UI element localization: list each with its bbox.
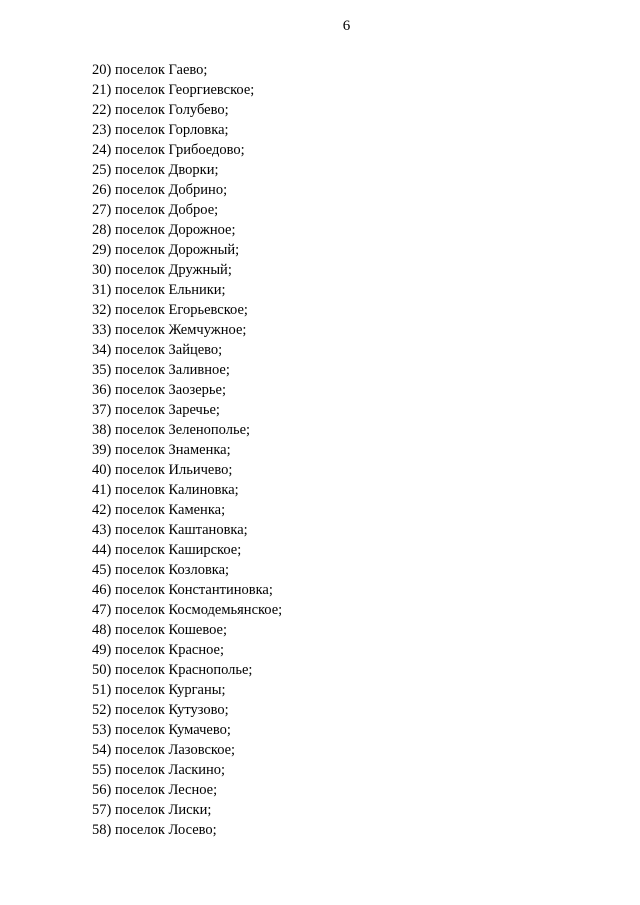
list-item: 37) поселок Заречье; [92,402,220,418]
list-item: 58) поселок Лосево; [92,822,217,838]
list-item: 56) поселок Лесное; [92,782,218,798]
list-item: 21) поселок Георгиевское; [92,82,255,98]
list-item: 45) поселок Козловка; [92,562,230,578]
list-item: 42) поселок Каменка; [92,502,226,518]
page-number: 6 [342,18,351,34]
list-item: 29) поселок Дорожный; [92,242,240,258]
settlement-list [92,60,282,840]
list-item: 38) поселок Зеленополье; [92,422,251,438]
list-item: 55) поселок Ласкино; [92,762,226,778]
list-item: 32) поселок Егорьевское; [92,302,248,318]
list-item: 48) поселок Кошевое; [92,622,227,638]
list-item: 51) поселок Курганы; [92,682,226,698]
list-item: 30) поселок Дружный; [92,262,232,278]
list-item: 52) поселок Кутузово; [92,702,229,718]
list-item: 25) поселок Дворки; [92,162,219,178]
list-item: 57) поселок Лиски; [92,802,212,818]
list-item: 20) поселок Гаево; [92,62,208,78]
list-item: 27) поселок Доброе; [92,202,219,218]
list-item: 36) поселок Заозерье; [92,382,226,398]
list-item: 23) поселок Горловка; [92,122,229,138]
list-item: 31) поселок Ельники; [92,282,226,298]
list-item: 44) поселок Каширское; [92,542,242,558]
list-item: 24) поселок Грибоедово; [92,142,245,158]
list-item: 40) поселок Ильичево; [92,462,233,478]
list-item: 26) поселок Добрино; [92,182,228,198]
list-item: 33) поселок Жемчужное; [92,322,247,338]
list-item: 46) поселок Константиновка; [92,582,273,598]
list-item: 39) поселок Знаменка; [92,442,231,458]
list-item: 49) поселок Красное; [92,642,224,658]
list-item: 54) поселок Лазовское; [92,742,236,758]
list-item: 34) поселок Зайцево; [92,342,223,358]
list-item: 47) поселок Космодемьянское; [92,602,283,618]
list-item: 22) поселок Голубево; [92,102,229,118]
list-item: 53) поселок Кумачево; [92,722,231,738]
list-item: 43) поселок Каштановка; [92,522,248,538]
list-item: 50) поселок Краснополье; [92,662,253,678]
list-item: 28) поселок Дорожное; [92,222,236,238]
list-item: 35) поселок Заливное; [92,362,230,378]
list-item: 41) поселок Калиновка; [92,482,239,498]
